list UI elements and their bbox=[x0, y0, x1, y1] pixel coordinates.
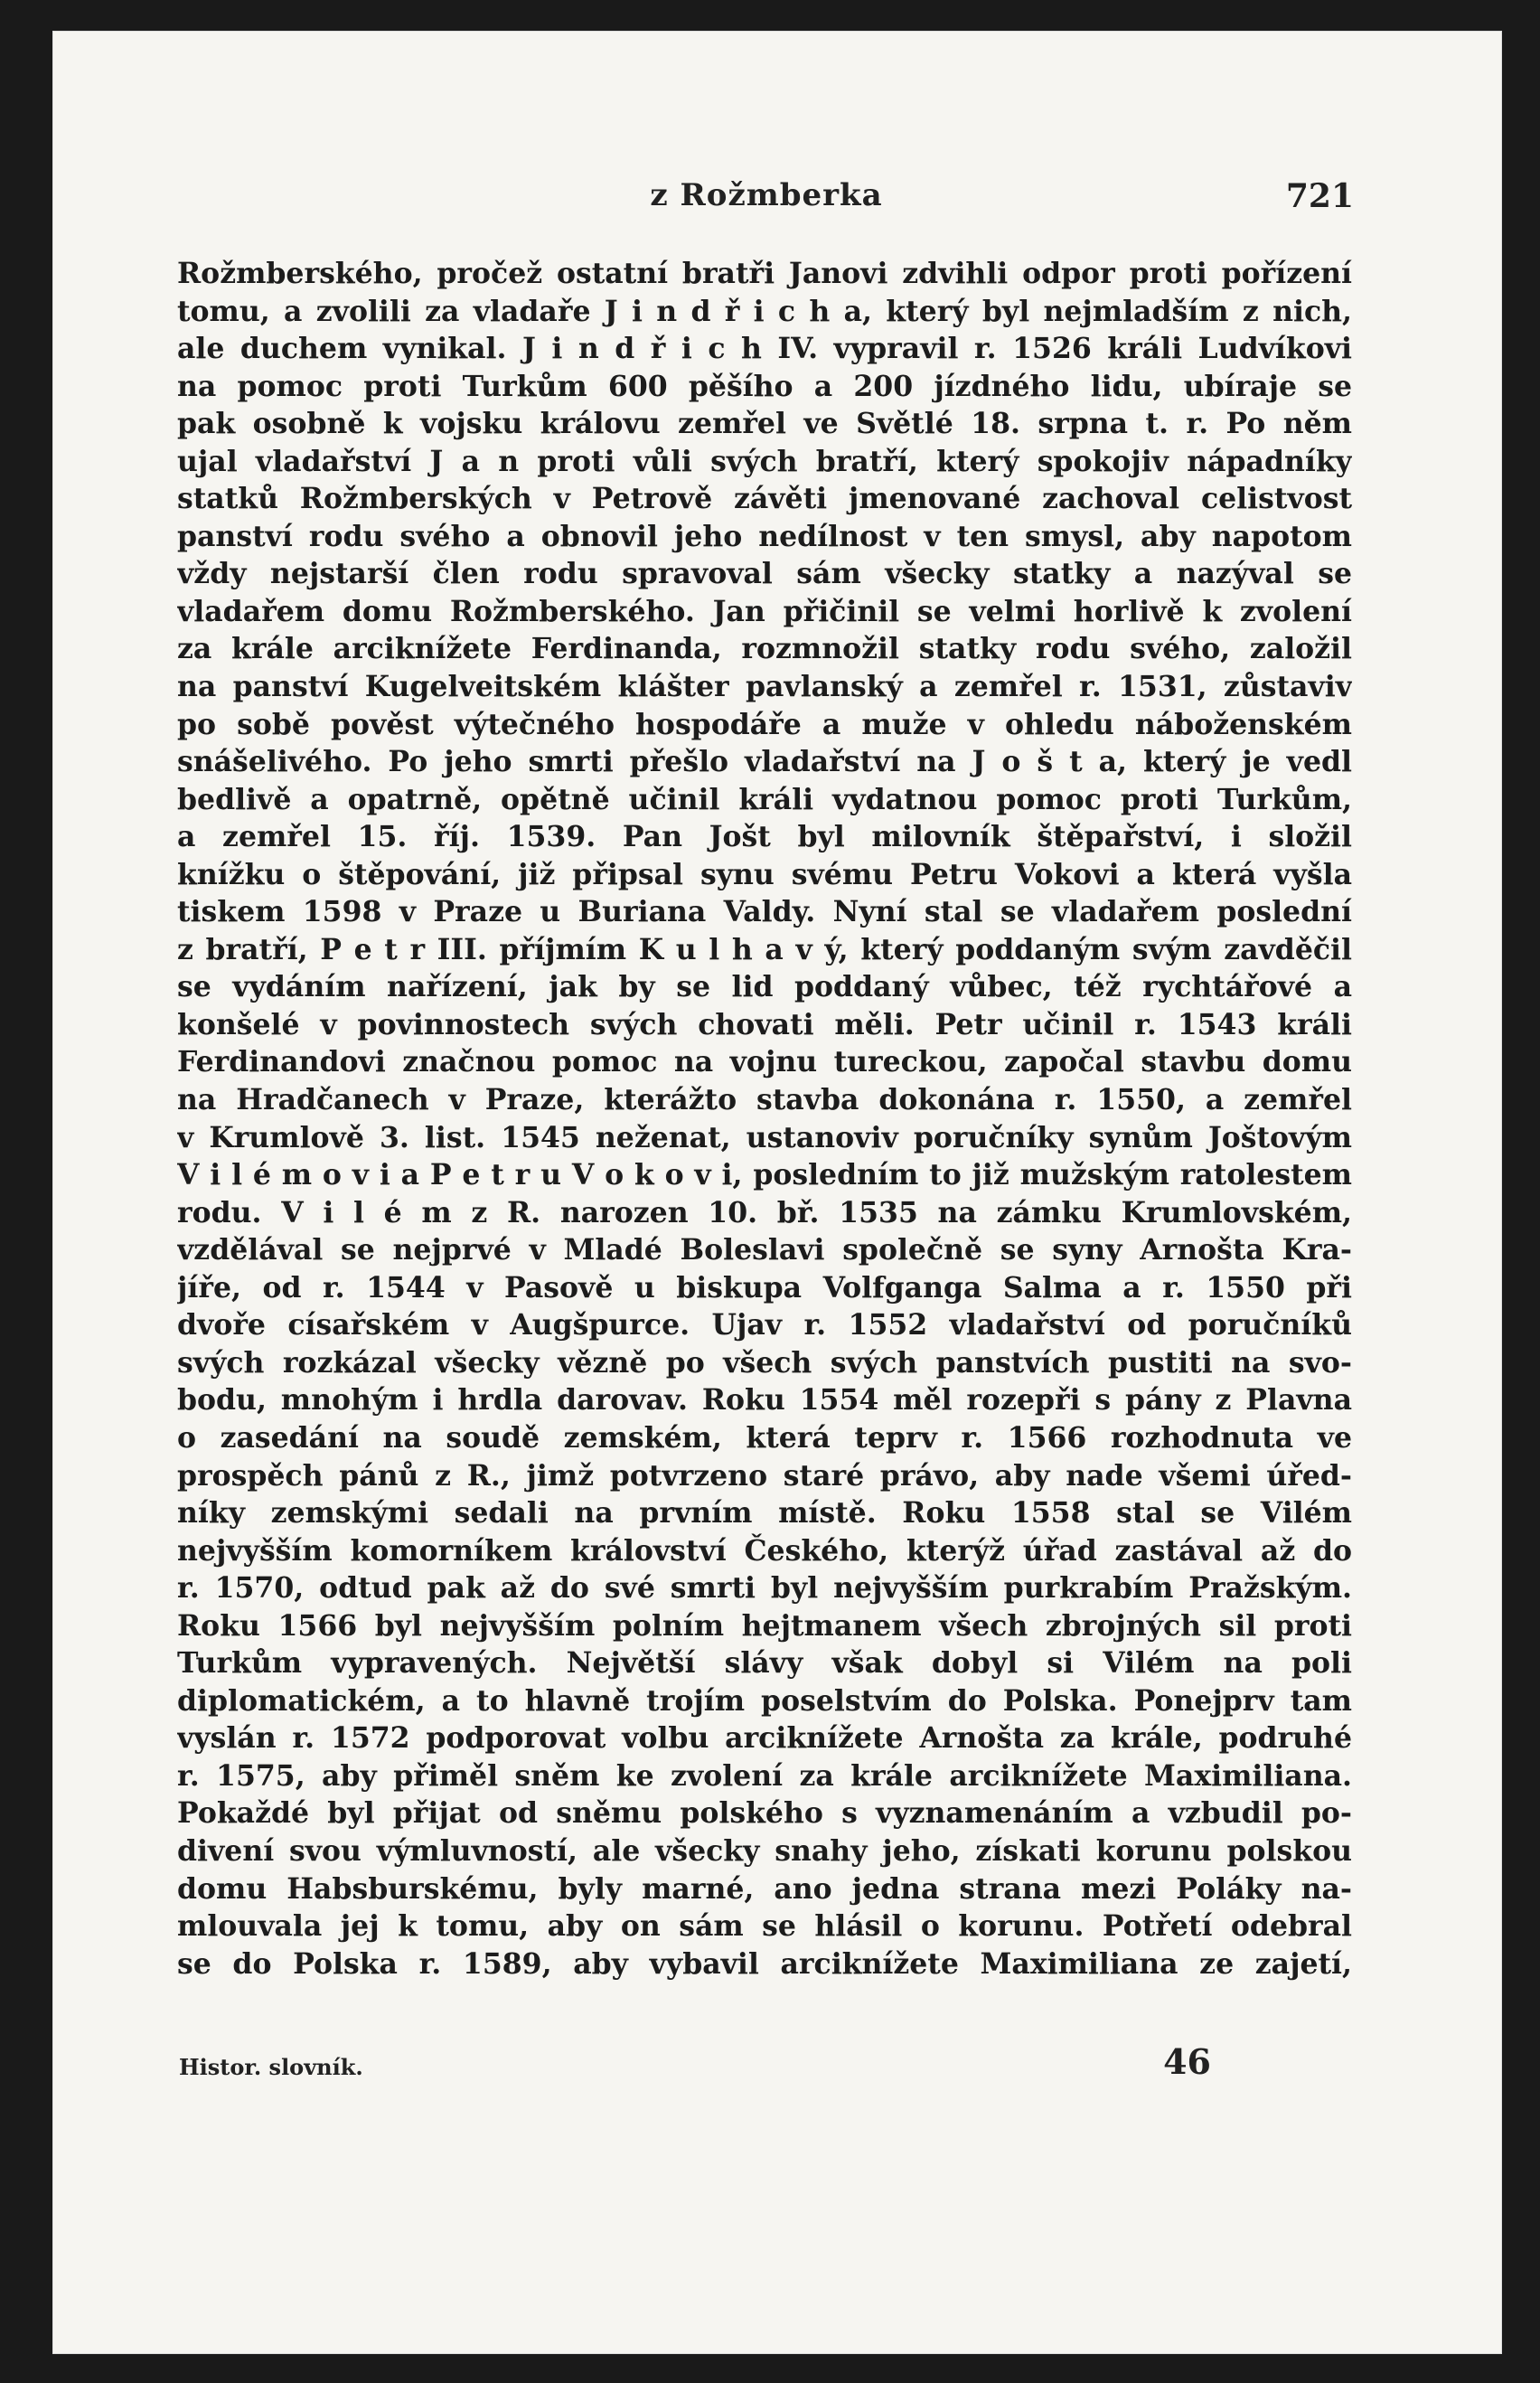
text-line: prospěch pánů z R., jimž potvrzeno staré právo, aby nade všemi úřed- bbox=[177, 1458, 1352, 1493]
text-line: snášelivého. Po jeho smrti přešlo vladařství na J o š t a, který je vedl bbox=[177, 745, 1352, 779]
text-line: tiskem 1598 v Praze u Buriana Valdy. Nyní stal se vladařem poslední bbox=[177, 895, 1352, 929]
text-line: vzdělával se nejprvé v Mladé Boleslavi společně se syny Arnošta Kra- bbox=[177, 1233, 1352, 1267]
text-line: bodu, mnohým i hrdla darovav. Roku 1554 měl rozepři s pány z Plavna bbox=[177, 1383, 1352, 1418]
text-line: rodu. V i l é m z R. narozen 10. bř. 1535 na zámku Krumlovském, bbox=[177, 1195, 1352, 1229]
text-line: vladařem domu Rožmberského. Jan přičinil se velmi horlivě k zvolení bbox=[177, 594, 1352, 628]
page-number: 721 bbox=[1285, 177, 1354, 215]
text-line: se do Polska r. 1589, aby vybavil arciknížete Maximiliana ze zajetí, bbox=[177, 1946, 1352, 1981]
text-line: statků Rožmberských v Petrově závěti jmenované zachoval celistvost bbox=[177, 482, 1352, 516]
text-line: r. 1570, odtud pak až do své smrti byl nejvyšším purkrabím Pražským. bbox=[177, 1571, 1352, 1606]
text-line: tomu, a zvolili za vladaře J i n d ř i c h a, který byl nejmladším z nich, bbox=[177, 294, 1352, 328]
text-line: pak osobně k vojsku královu zemřel ve Světlé 18. srpna t. r. Po něm bbox=[177, 407, 1352, 441]
text-line: z bratří, P e t r III. příjmím K u l h a v ý, který poddaným svým zavděčil bbox=[177, 932, 1352, 966]
text-line: ale duchem vynikal. J i n d ř i c h IV. vypravil r. 1526 králi Ludvíkovi bbox=[177, 332, 1352, 366]
text-line: Pokaždé byl přijat od sněmu polského s vyznamenáním a vzbudil po- bbox=[177, 1796, 1352, 1831]
text-line: diplomatickém, a to hlavně trojím poselstvím do Polska. Ponejprv tam bbox=[177, 1683, 1352, 1718]
signature-label: Histor. slovník. bbox=[179, 2054, 363, 2080]
text-line: Turkům vypravených. Největší slávy však dobyl si Vilém na poli bbox=[177, 1646, 1352, 1681]
text-line: domu Habsburskému, byly marné, ano jedna strana mezi Poláky na- bbox=[177, 1871, 1352, 1906]
text-line: r. 1575, aby přiměl sněm ke zvolení za krále arciknížete Maximiliana. bbox=[177, 1758, 1352, 1793]
text-line: V i l é m o v i a P e t r u V o k o v i, posledním to již mužským ratolestem bbox=[177, 1158, 1352, 1192]
text-line: ujal vladařství J a n proti vůli svých bratří, který spokojiv nápadníky bbox=[177, 444, 1352, 478]
text-line: o zasedání na soudě zemském, která teprv r. 1566 rozhodnuta ve bbox=[177, 1420, 1352, 1455]
text-line: mlouvala jej k tomu, aby on sám se hlásil o korunu. Potřetí odebral bbox=[177, 1909, 1352, 1944]
running-title: z Rožmberka bbox=[650, 177, 883, 213]
text-line: na pomoc proti Turkům 600 pěšího a 200 jízdného lidu, ubíraje se bbox=[177, 369, 1352, 403]
page-footer bbox=[179, 2041, 1354, 2096]
text-line: dvoře císařském v Augšpurce. Ujav r. 1552 vladařství od poručníků bbox=[177, 1308, 1352, 1342]
text-line: se vydáním nařízení, jak by se lid poddaný vůbec, též rychtářové a bbox=[177, 970, 1352, 1004]
running-header bbox=[179, 177, 1354, 222]
text-line: na panství Kugelveitském klášter pavlanský a zemřel r. 1531, zůstaviv bbox=[177, 670, 1352, 704]
text-line: Ferdinandovi značnou pomoc na vojnu tureckou, započal stavbu domu bbox=[177, 1045, 1352, 1079]
text-line: panství rodu svého a obnovil jeho nedílnost v ten smysl, aby napotom bbox=[177, 519, 1352, 553]
text-line: po sobě pověst výtečného hospodáře a muže v ohledu náboženském bbox=[177, 707, 1352, 741]
text-line: Rožmberského, pročež ostatní bratři Janovi zdvihli odpor proti pořízení bbox=[177, 257, 1352, 290]
text-line: níky zemskými sedali na prvním místě. Roku 1558 stal se Vilém bbox=[177, 1496, 1352, 1531]
text-line: bedlivě a opatrně, opětně učinil králi vydatnou pomoc proti Turkům, bbox=[177, 782, 1352, 816]
text-line: vyslán r. 1572 podporovat volbu arciknížete Arnošta za krále, podruhé bbox=[177, 1721, 1352, 1756]
text-line: svých rozkázal všecky vězně po všech svých panstvích pustiti na svo- bbox=[177, 1345, 1352, 1380]
book-page bbox=[52, 31, 1502, 2354]
text-line: a zemřel 15. říj. 1539. Pan Jošt byl milovník štěpařství, i složil bbox=[177, 820, 1352, 854]
text-line: jíře, od r. 1544 v Pasově u biskupa Volfganga Salma a r. 1550 při bbox=[177, 1270, 1352, 1305]
text-line: konšelé v povinnostech svých chovati měli. Petr učinil r. 1543 králi bbox=[177, 1007, 1352, 1041]
text-line: Roku 1566 byl nejvyšším polním hejtmanem všech zbrojných sil proti bbox=[177, 1608, 1352, 1643]
text-line: v Krumlově 3. list. 1545 neženat, ustanoviv poručníky synům Joštovým bbox=[177, 1120, 1352, 1154]
text-line: knížku o štěpování, již připsal synu svému Petru Vokovi a která vyšla bbox=[177, 857, 1352, 891]
text-line: na Hradčanech v Praze, kterážto stavba dokonána r. 1550, a zemřel bbox=[177, 1083, 1352, 1117]
body-text bbox=[177, 255, 1352, 1983]
text-line: vždy nejstarší člen rodu spravoval sám všecky statky a nazýval se bbox=[177, 557, 1352, 591]
signature-number: 46 bbox=[1163, 2041, 1211, 2082]
text-line: za krále arciknížete Ferdinanda, rozmnožil statky rodu svého, založil bbox=[177, 632, 1352, 666]
text-line: divení svou výmluvností, ale všecky snahy jeho, získati korunu polskou bbox=[177, 1833, 1352, 1868]
text-line: nejvyšším komorníkem království Českého, kterýž úřad zastával až do bbox=[177, 1533, 1352, 1568]
